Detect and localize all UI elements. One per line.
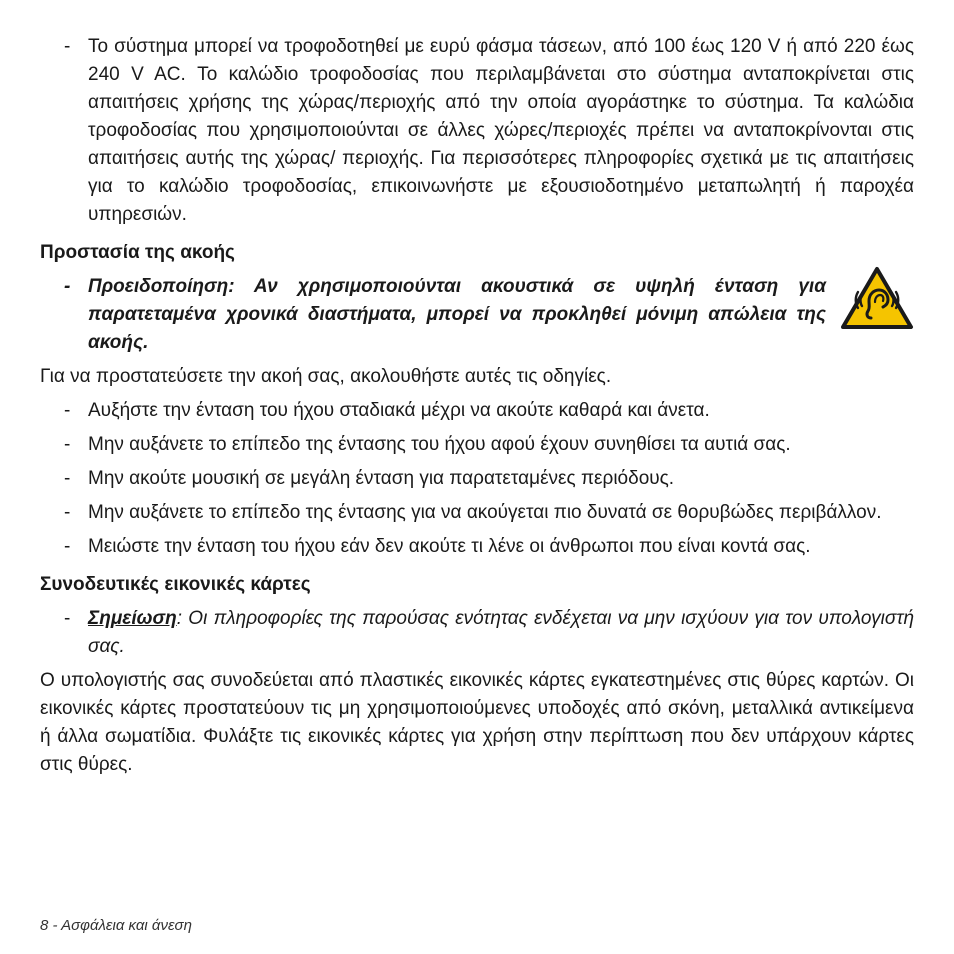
page-footer: 8 - Ασφάλεια και άνεση — [40, 917, 192, 934]
bullet-dash: - — [64, 36, 71, 57]
hearing-damage-warning-icon — [840, 266, 914, 330]
hearing-tip-text: Αυξήστε την ένταση του ήχου σταδιακά μέχρι να ακούτε καθαρά και άνετα. — [88, 400, 710, 421]
power-voltage-text: Το σύστημα μπορεί να τροφοδοτηθεί με ευρύ φάσμα τάσεων, από 100 έως 120 V ή από 220 έως 240 V AC. Το καλώδιο τροφοδοσίας που περιλαμβάνεται στο σύστημα ανταποκρίνεται στις απαιτήσεις χρήσης της χώρας/περιοχής από την οποία αγοράστηκε το σύστημα. Τα καλώδια τροφοδοσίας που χρησιμοποιούνται σε άλλες χώρες/περιοχές πρέπει να ανταποκρίνονται στις απαιτήσεις αυτής της χώρας/ περιοχής. Για περισσότερες πληροφορίες σχετικά με τις απαιτήσεις για το καλώδιο τροφοδοσίας, επικοινωνήστε με εξουσιοδοτημένο μεταπωλητή ή παροχέα υπηρεσιών. — [88, 36, 914, 225]
document-page — [40, 33, 914, 779]
bullet-dash: - — [64, 502, 71, 523]
section-heading-dummy-cards: Συνοδευτικές εικονικές κάρτες — [40, 574, 311, 595]
hearing-tip-text: Μην αυξάνετε το επίπεδο της έντασης του ήχου αφού έχουν συνηθίσει τα αυτιά σας. — [88, 434, 791, 455]
list-item — [40, 605, 914, 661]
section-heading-hearing: Προστασία της ακοής — [40, 242, 235, 263]
list-item — [40, 397, 914, 425]
list-item — [40, 431, 914, 459]
hearing-tip-text: Μην ακούτε μουσική σε μεγάλη ένταση για παρατεταμένες περιόδους. — [88, 468, 675, 489]
note-text: : Οι πληροφορίες της παρούσας ενότητας ενδέχεται να μην ισχύουν για τον υπολογιστή σας. — [88, 608, 914, 657]
list-item — [40, 33, 914, 229]
bullet-dash: - — [64, 536, 71, 557]
list-item — [40, 499, 914, 527]
dummy-cards-body: Ο υπολογιστής σας συνοδεύεται από πλαστικές εικονικές κάρτες εγκατεστημένες στις θύρες καρτών. Οι εικονικές κάρτες προστατεύουν τις μη χρησιμοποιούμενες υποδοχές από σκόνη, μεταλλικά αντικείμενα ή άλλα σωματίδια. Φυλάξτε τις εικονικές κάρτες για χρήση στην περίπτωση που δεν υπάρχουν κάρτες στις θύρες. — [40, 670, 914, 775]
bullet-dash: - — [64, 608, 71, 629]
warning-text: Προειδοποίηση: Αν χρησιμοποιούνται ακουστικά σε υψηλή ένταση για παρατεταμένα χρονικά διαστήματα, μπορεί να προκληθεί μόνιμη απώλεια της ακοής. — [88, 276, 826, 353]
hearing-warning — [40, 273, 914, 357]
bullet-dash: - — [64, 276, 71, 297]
note-label: Σημείωση — [88, 608, 177, 629]
bullet-dash: - — [64, 434, 71, 455]
hearing-tip-text: Μην αυξάνετε το επίπεδο της έντασης για να ακούγεται πιο δυνατά σε θορυβώδες περιβάλλον. — [88, 502, 882, 523]
list-item — [40, 533, 914, 561]
list-item — [40, 273, 914, 357]
list-item — [40, 465, 914, 493]
bullet-dash: - — [64, 468, 71, 489]
bullet-dash: - — [64, 400, 71, 421]
hearing-intro: Για να προστατεύσετε την ακοή σας, ακολουθήστε αυτές τις οδηγίες. — [40, 366, 612, 387]
hearing-tip-text: Μειώστε την ένταση του ήχου εάν δεν ακούτε τι λένε οι άνθρωποι που είναι κοντά σας. — [88, 536, 811, 557]
